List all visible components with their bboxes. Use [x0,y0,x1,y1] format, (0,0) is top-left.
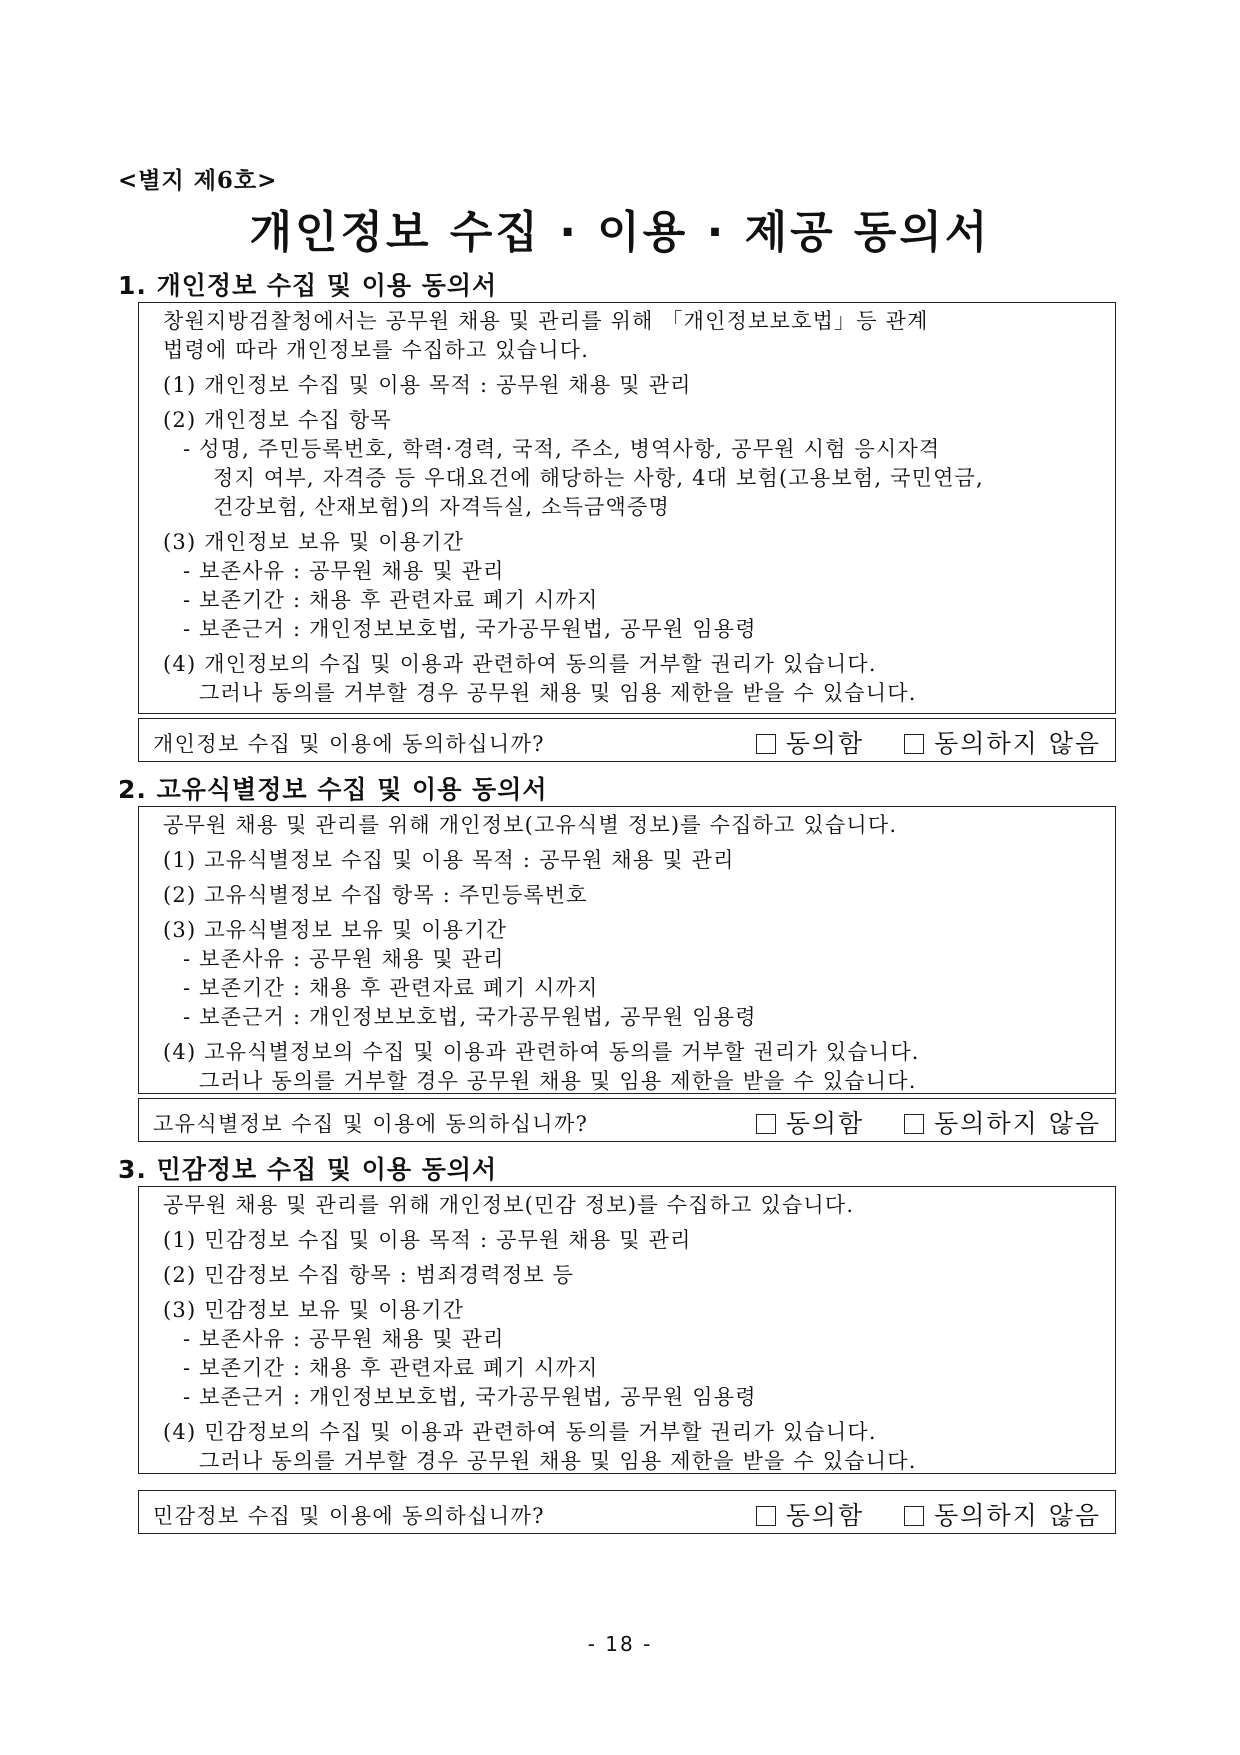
consent-question: 민감정보 수집 및 이용에 동의하십니까? [153,1504,545,1528]
consent-row-unique-id-info [138,1098,1116,1142]
page-number: - 18 - [587,1632,653,1656]
agree-checkbox[interactable] [756,734,776,754]
section-body-personal-info [138,302,1116,714]
agree-checkbox[interactable] [756,1114,776,1134]
agree-label: 동의함 [785,1109,865,1138]
agree-checkbox[interactable] [756,1506,776,1526]
intro-line: 법령에 따라 개인정보를 수집하고 있습니다. [163,338,590,362]
disagree-option[interactable] [904,1496,1101,1532]
items-clause-title: (2) 민감정보 수집 항목 : 범죄경력정보 등 [163,1263,575,1287]
items-clause-title: (2) 개인정보 수집 항목 [163,408,392,432]
retention-line: - 보존근거 : 개인정보보호법, 국가공무원법, 공무원 임용령 [183,617,757,641]
items-line: 정지 여부, 자격증 등 우대요건에 해당하는 사항, 4대 보험(고용보험, 국민연금, [213,466,984,490]
agree-label: 동의함 [785,1501,865,1530]
consent-question: 개인정보 수집 및 이용에 동의하십니까? [153,732,545,756]
consent-row-sensitive-info [138,1490,1116,1534]
agree-option[interactable] [756,1104,864,1140]
items-clause-title: (2) 고유식별정보 수집 항목 : 주민등록번호 [163,883,588,907]
disagree-label: 동의하지 않음 [934,1501,1101,1530]
refusal-clause: (4) 개인정보의 수집 및 이용과 관련하여 동의를 거부할 권리가 있습니다. [163,652,877,676]
retention-clause-title: (3) 민감정보 보유 및 이용기간 [163,1298,465,1322]
intro-line: 공무원 채용 및 관리를 위해 개인정보(고유식별 정보)를 수집하고 있습니다. [163,813,898,837]
disagree-option[interactable] [904,724,1101,760]
retention-line: - 보존근거 : 개인정보보호법, 국가공무원법, 공무원 임용령 [183,1005,757,1029]
section-body-unique-id-info [138,806,1116,1094]
retention-line: - 보존사유 : 공무원 채용 및 관리 [183,947,505,971]
section-heading-unique-id-info: 2. 고유식별정보 수집 및 이용 동의서 [118,775,548,804]
retention-line: - 보존기간 : 채용 후 관련자료 폐기 시까지 [183,588,599,612]
retention-clause-title: (3) 고유식별정보 보유 및 이용기간 [163,918,508,942]
consent-question: 고유식별정보 수집 및 이용에 동의하십니까? [153,1112,589,1136]
agree-label: 동의함 [785,729,865,758]
retention-line: - 보존근거 : 개인정보보호법, 국가공무원법, 공무원 임용령 [183,1385,757,1409]
annex-label: <별지 제6호> [118,167,278,194]
items-line: 건강보험, 산재보험)의 자격득실, 소득금액증명 [213,495,671,519]
purpose-clause: (1) 민감정보 수집 및 이용 목적 : 공무원 채용 및 관리 [163,1228,692,1252]
refusal-clause-continued: 그러나 동의를 거부할 경우 공무원 채용 및 임용 제한을 받을 수 있습니다. [199,681,917,705]
page-title: 개인정보 수집 · 이용 · 제공 동의서 [249,207,991,258]
disagree-checkbox[interactable] [904,1506,924,1526]
section-heading-personal-info: 1. 개인정보 수집 및 이용 동의서 [118,271,498,300]
retention-clause-title: (3) 개인정보 보유 및 이용기간 [163,530,465,554]
disagree-option[interactable] [904,1104,1101,1140]
items-line: - 성명, 주민등록번호, 학력·경력, 국적, 주소, 병역사항, 공무원 시험 응시자격 [183,437,941,461]
intro-line: 창원지방검찰청에서는 공무원 채용 및 관리를 위해 「개인정보보호법」등 관계 [163,309,929,333]
disagree-label: 동의하지 않음 [934,1109,1101,1138]
agree-option[interactable] [756,724,864,760]
refusal-clause-continued: 그러나 동의를 거부할 경우 공무원 채용 및 임용 제한을 받을 수 있습니다. [199,1069,917,1093]
disagree-checkbox[interactable] [904,734,924,754]
agree-option[interactable] [756,1496,864,1532]
intro-line: 공무원 채용 및 관리를 위해 개인정보(민감 정보)를 수집하고 있습니다. [163,1193,855,1217]
refusal-clause-continued: 그러나 동의를 거부할 경우 공무원 채용 및 임용 제한을 받을 수 있습니다. [199,1449,917,1473]
disagree-checkbox[interactable] [904,1114,924,1134]
section-body-sensitive-info [138,1186,1116,1474]
section-heading-sensitive-info: 3. 민감정보 수집 및 이용 동의서 [118,1155,498,1184]
consent-row-personal-info [138,718,1116,762]
retention-line: - 보존기간 : 채용 후 관련자료 폐기 시까지 [183,976,599,1000]
refusal-clause: (4) 민감정보의 수집 및 이용과 관련하여 동의를 거부할 권리가 있습니다. [163,1420,877,1444]
purpose-clause: (1) 고유식별정보 수집 및 이용 목적 : 공무원 채용 및 관리 [163,848,735,872]
retention-line: - 보존기간 : 채용 후 관련자료 폐기 시까지 [183,1356,599,1380]
purpose-clause: (1) 개인정보 수집 및 이용 목적 : 공무원 채용 및 관리 [163,373,692,397]
retention-line: - 보존사유 : 공무원 채용 및 관리 [183,559,505,583]
refusal-clause: (4) 고유식별정보의 수집 및 이용과 관련하여 동의를 거부할 권리가 있습니다. [163,1040,920,1064]
disagree-label: 동의하지 않음 [934,729,1101,758]
retention-line: - 보존사유 : 공무원 채용 및 관리 [183,1327,505,1351]
